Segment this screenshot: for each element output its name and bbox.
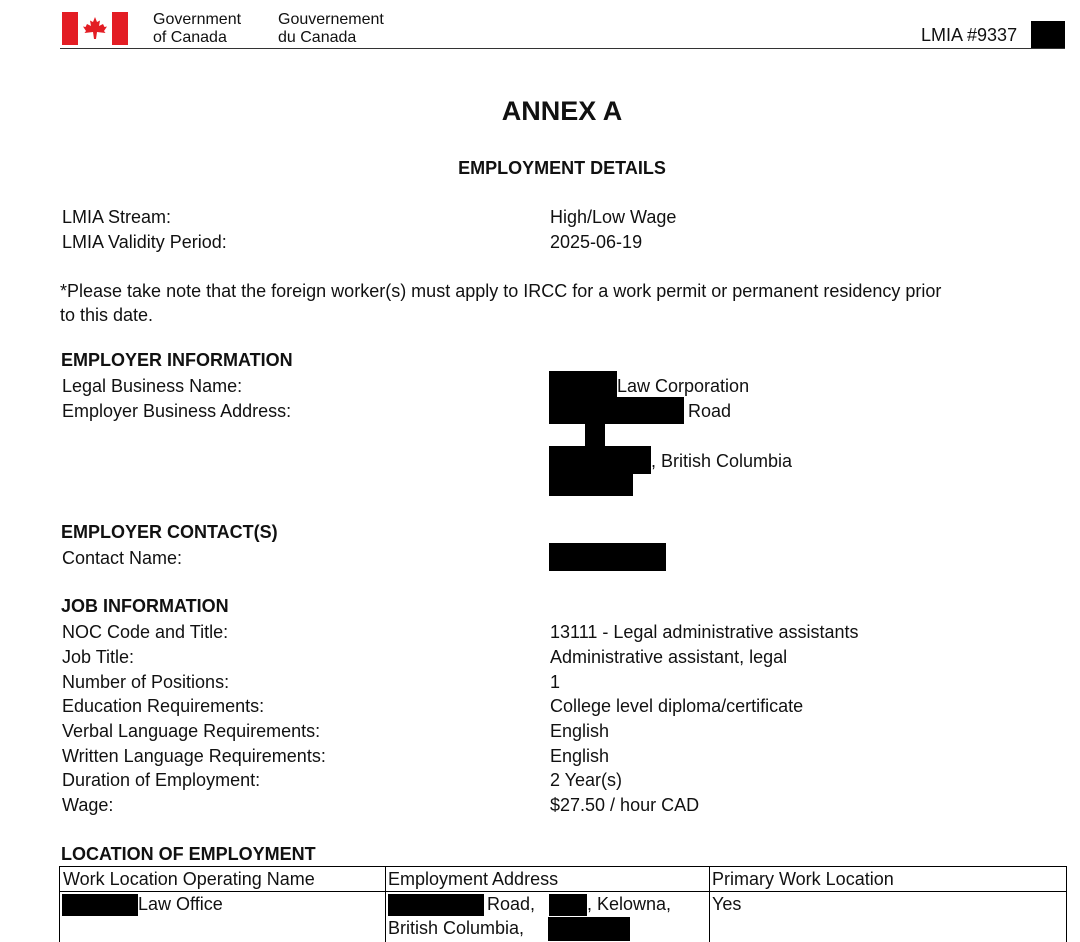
address-line1: Road <box>688 401 732 421</box>
job-heading: JOB INFORMATION <box>61 596 229 616</box>
redaction-box <box>549 894 587 916</box>
table-header-cell: Work Location Operating Name <box>63 869 315 889</box>
job-label: Wage: <box>62 795 114 815</box>
lmia-note-line1: *Please take note that the foreign worker(s) must apply to IRCC for a work permit or permanent residency prior <box>60 281 942 301</box>
job-value: English <box>550 746 610 766</box>
lmia-validity-label: LMIA Validity Period: <box>62 232 227 252</box>
redaction-box <box>548 917 630 941</box>
gov-en-line2: of Canada <box>153 29 227 46</box>
table-cell-address-line2: British Columbia, <box>388 918 525 938</box>
lmia-stream-value: High/Low Wage <box>550 207 677 227</box>
lmia-number: LMIA #9337 <box>921 25 1018 45</box>
table-header-cell: Employment Address <box>388 869 559 889</box>
gov-en-line1: Government <box>153 11 242 28</box>
job-value: 13111 - Legal administrative assistants <box>550 622 859 642</box>
job-label: Written Language Requirements: <box>62 746 326 766</box>
location-table <box>59 866 1067 942</box>
redaction-box <box>1031 21 1065 48</box>
table-cell-name: Law Office <box>138 894 223 914</box>
job-value: $27.50 / hour CAD <box>550 795 700 815</box>
job-label: Education Requirements: <box>62 696 265 716</box>
gov-fr-line1: Gouvernement <box>278 11 384 28</box>
table-cell-primary: Yes <box>712 894 742 914</box>
redaction-box <box>549 446 651 474</box>
redaction-box <box>585 424 605 446</box>
address-line3: , British Columbia <box>651 451 793 471</box>
employer-heading: EMPLOYER INFORMATION <box>61 350 293 370</box>
job-label: Number of Positions: <box>62 672 230 692</box>
contact-heading: EMPLOYER CONTACT(S) <box>61 522 278 542</box>
redaction-box <box>549 371 617 397</box>
job-label: Verbal Language Requirements: <box>62 721 321 741</box>
address-label: Employer Business Address: <box>62 401 292 421</box>
table-cell-address: Road, <box>487 894 536 914</box>
lmia-stream-label: LMIA Stream: <box>62 207 172 227</box>
job-label: Duration of Employment: <box>62 770 261 790</box>
job-label: NOC Code and Title: <box>62 622 229 642</box>
canada-flag-icon <box>62 12 128 45</box>
table-header-cell: Primary Work Location <box>712 869 894 889</box>
legal-name-value: Law Corporation <box>617 376 750 396</box>
redaction-box <box>62 894 138 916</box>
contact-name-label: Contact Name: <box>62 548 183 568</box>
job-value: College level diploma/certificate <box>550 696 804 716</box>
job-value: 2 Year(s) <box>550 770 623 790</box>
job-label: Job Title: <box>62 647 135 667</box>
job-value: 1 <box>550 672 561 692</box>
redaction-box <box>549 543 666 571</box>
redaction-box <box>549 397 684 424</box>
page-subtitle: EMPLOYMENT DETAILS <box>458 158 666 178</box>
lmia-validity-value: 2025-06-19 <box>550 232 643 252</box>
legal-name-label: Legal Business Name: <box>62 376 243 396</box>
redaction-box <box>388 894 484 916</box>
header-divider <box>60 48 1065 49</box>
page-title: ANNEX A <box>501 96 623 126</box>
table-cell-address: , Kelowna, <box>587 894 672 914</box>
job-value: English <box>550 721 610 741</box>
job-value: Administrative assistant, legal <box>550 647 788 667</box>
gov-fr-line2: du Canada <box>278 29 357 46</box>
redaction-box <box>549 474 633 496</box>
lmia-note-line2: to this date. <box>60 305 154 325</box>
location-heading: LOCATION OF EMPLOYMENT <box>61 844 316 864</box>
